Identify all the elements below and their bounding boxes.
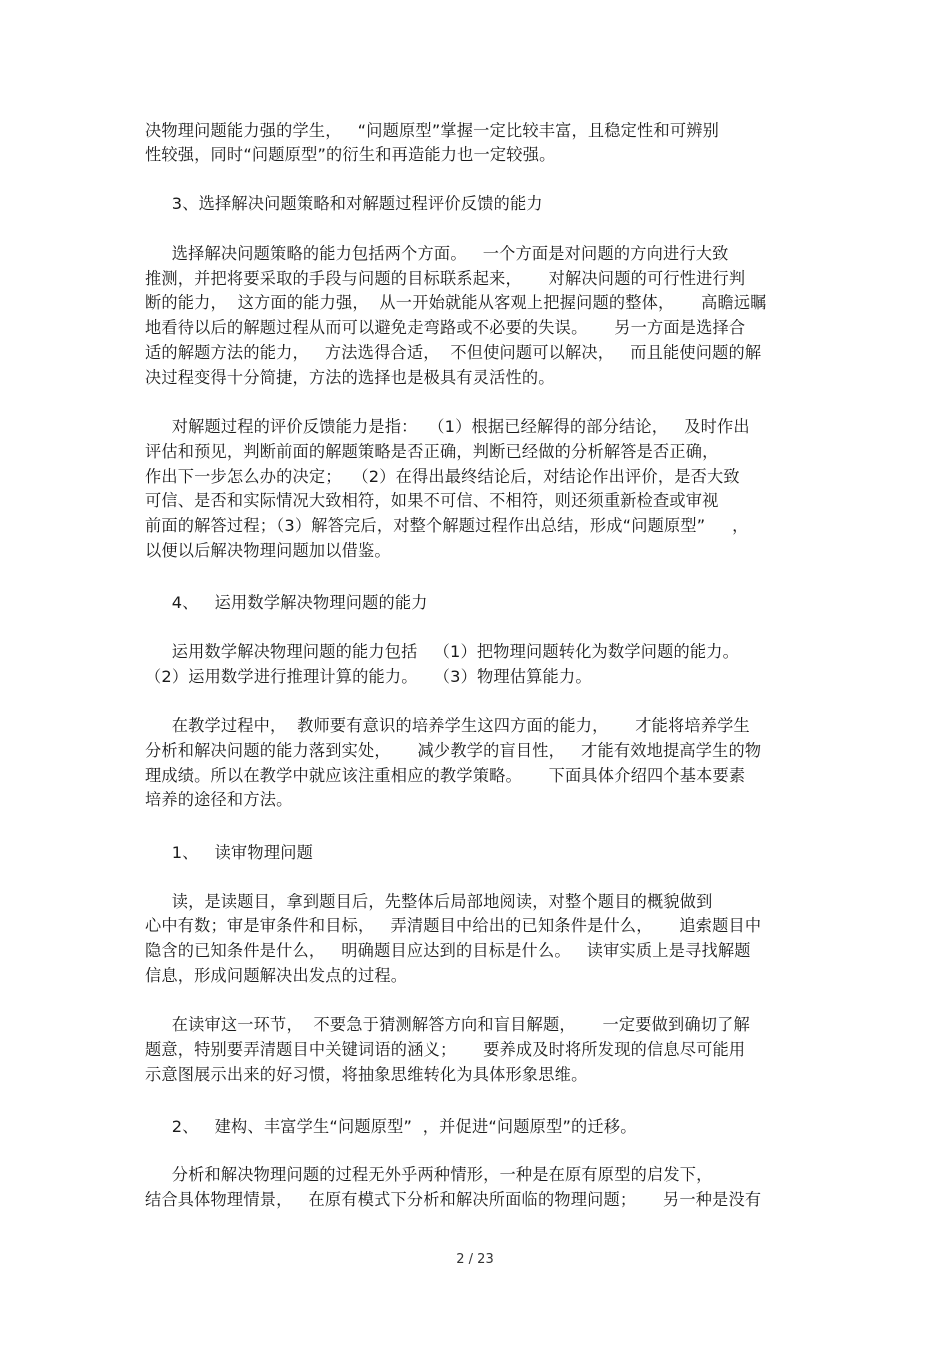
text-line: 作出下一步怎么办的决定； （2）在得出最终结论后，对结论作出评价，是否大致 xyxy=(145,467,740,486)
text-line: 决过程变得十分简捷，方法的选择也是极具有灵活性的。 xyxy=(145,368,555,387)
text-line: 适的解题方法的能力， 方法选得合适， 不但使问题可以解决， 而且能使问题的解 xyxy=(145,343,762,362)
text-line: 前面的解答过程；（3）解答完后，对整个解题过程作出总结，形成“问题原型” ， xyxy=(145,516,749,535)
text-line: 培养的途径和方法。 xyxy=(145,790,293,809)
text-line: 断的能力， 这方面的能力强， 从一开始就能从客观上把握问题的整体， 高瞻远瞩 xyxy=(145,293,767,312)
text-line: 分析和解决物理问题的过程无外乎两种情形，一种是在原有原型的启发下， xyxy=(145,1165,713,1184)
text-line: 分析和解决问题的能力落到实处， 减少教学的盲目性， 才能有效地提高学生的物 xyxy=(145,741,762,760)
text-line: 决物理问题能力强的学生， “问题原型”掌握一定比较丰富，且稳定性和可辨别 xyxy=(145,121,719,140)
text-line: 可信、是否和实际情况大致相符，如果不可信、不相符，则还须重新检查或审视 xyxy=(145,491,719,510)
text-line: 题意，特别要弄清题目中关键词语的涵义； 要养成及时将所发现的信息尽可能用 xyxy=(145,1040,746,1059)
page-number: 2 / 23 xyxy=(456,1252,494,1267)
section-heading: 2、 建构、丰富学生“问题原型” ，并促进“问题原型”的迁移。 xyxy=(145,1117,637,1136)
text-line: 隐含的已知条件是什么， 明确题目应达到的目标是什么。 读审实质上是寻找解题 xyxy=(145,941,751,960)
text-line: 运用数学解决物理问题的能力包括 （1）把物理问题转化为数学问题的能力。 xyxy=(145,642,740,661)
text-line: 以便以后解决物理问题加以借鉴。 xyxy=(145,541,391,560)
section-heading: 1、 读审物理问题 xyxy=(145,843,313,862)
text-line: 信息，形成问题解决出发点的过程。 xyxy=(145,966,408,985)
text-line: 地看待以后的解题过程从而可以避免走弯路或不必要的失误。 另一方面是选择合 xyxy=(145,318,746,337)
text-line: 理成绩。所以在教学中就应该注重相应的教学策略。 下面具体介绍四个基本要素 xyxy=(145,766,746,785)
text-line: 推测，并把将要采取的手段与问题的目标联系起来， 对解决问题的可行性进行判 xyxy=(145,269,746,288)
text-line: 在教学过程中， 教师要有意识的培养学生这四方面的能力， 才能将培养学生 xyxy=(145,716,750,735)
text-line: 评估和预见，判断前面的解题策略是否正确，判断已经做的分析解答是否正确， xyxy=(145,442,719,461)
text-line: 示意图展示出来的好习惯，将抽象思维转化为具体形象思维。 xyxy=(145,1065,588,1084)
section-heading: 4、 运用数学解决物理问题的能力 xyxy=(145,593,428,612)
text-line: 在读审这一环节， 不要急于猜测解答方向和盲目解题， 一定要做到确切了解 xyxy=(145,1015,750,1034)
text-line: 心中有数；审是审条件和目标， 弄清题目中给出的已知条件是什么， 追索题目中 xyxy=(145,916,762,935)
text-line: （2）运用数学进行推理计算的能力。 （3）物理估算能力。 xyxy=(145,667,592,686)
section-heading: 3、选择解决问题策略和对解题过程评价反馈的能力 xyxy=(145,194,543,213)
text-line: 性较强，同时“问题原型”的衍生和再造能力也一定较强。 xyxy=(145,145,556,164)
text-line: 读，是读题目，拿到题目后，先整体后局部地阅读，对整个题目的概貌做到 xyxy=(145,892,713,911)
text-line: 结合具体物理情景， 在原有模式下分析和解决所面临的物理问题； 另一种是没有 xyxy=(145,1190,762,1209)
text-line: 选择解决问题策略的能力包括两个方面。 一个方面是对问题的方向进行大致 xyxy=(145,244,729,263)
text-line: 对解题过程的评价反馈能力是指： （1）根据已经解得的部分结论， 及时作出 xyxy=(145,417,750,436)
